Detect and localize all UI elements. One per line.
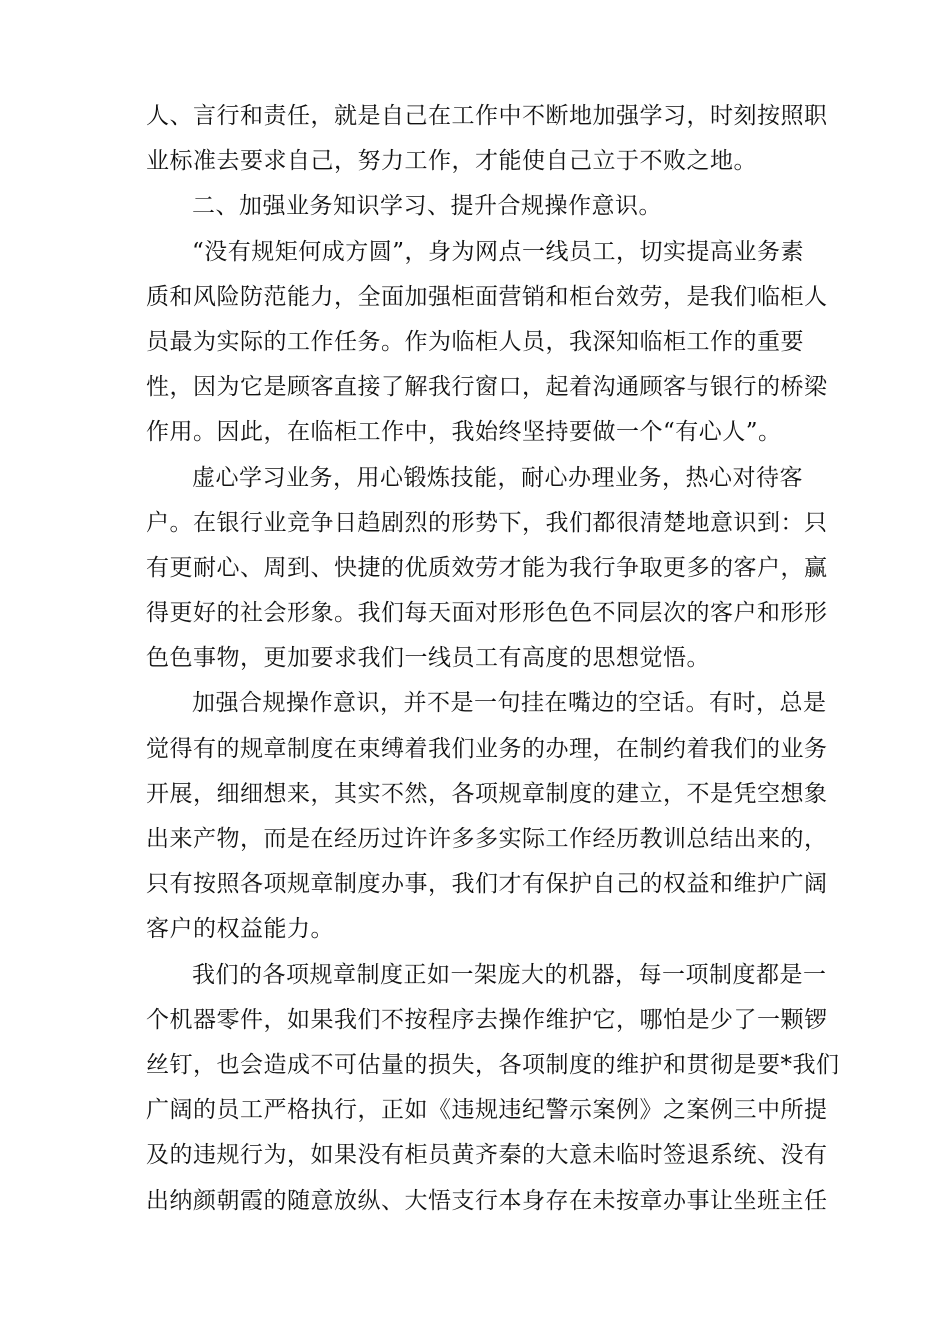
text-line: 及的违规行为，如果没有柜员黄齐秦的大意未临时签退系统、没有 (146, 1142, 828, 1169)
text-line: 人、言行和责任，就是自己在工作中不断地加强学习，时刻按照职 (146, 103, 828, 129)
text-line: 得更好的社会形象。我们每天面对形形色色不同层次的客户和形形 (146, 600, 828, 627)
section-heading: 二、加强业务知识学习、提升合规操作意识。 (192, 193, 662, 220)
text-line: 客户的权益能力。 (146, 916, 334, 943)
text-line: 作用。因此，在临柜工作中，我始终坚持要做一个“有心人”。 (146, 419, 782, 446)
document-body (146, 94, 840, 1224)
paragraph-first-line: 我们的各项规章制度正如一架庞大的机器，每一项制度都是一 (192, 961, 827, 988)
text-line: 开展，细细想来，其实不然，各项规章制度的建立，不是凭空想象 (146, 780, 828, 807)
text-line: 广阔的员工严格执行，正如《违规违纪警示案例》之案例三中所提 (146, 1097, 828, 1124)
text-line: 业标准去要求自己，努力工作，才能使自己立于不败之地。 (146, 148, 757, 175)
text-line: 个机器零件，如果我们不按程序去操作维护它，哪怕是少了一颗锣 (146, 1006, 828, 1033)
text-line: 质和风险防范能力，全面加强柜面营销和柜台效劳，是我们临柜人 (146, 283, 828, 310)
paragraph-first-line: 加强合规操作意识，并不是一句挂在嘴边的空话。有时，总是 (192, 690, 827, 717)
text-line: 丝钉，也会造成不可估量的损失，各项制度的维护和贯彻是要*我们 (146, 1051, 840, 1078)
text-line: 性，因为它是顾客直接了解我行窗口，起着沟通顾客与银行的桥梁 (146, 374, 828, 401)
text-line: 出来产物，而是在经历过许许多多实际工作经历教训总结出来的， (146, 826, 828, 852)
paragraph-first-line: “没有规矩何成方圆”，身为网点一线员工，切实提高业务素 (192, 238, 805, 265)
text-line: 出纳颜朝霞的随意放纵、大悟支行本身存在未按章办事让坐班主任 (146, 1187, 828, 1214)
text-line: 觉得有的规章制度在束缚着我们业务的办理，在制约着我们的业务 (146, 735, 828, 762)
text-line: 只有按照各项规章制度办事，我们才有保护自己的权益和维护广阔 (146, 871, 828, 898)
text-line: 色色事物，更加要求我们一线员工有高度的思想觉悟。 (146, 645, 710, 672)
text-line: 有更耐心、周到、快捷的优质效劳才能为我行争取更多的客户，赢 (146, 554, 828, 581)
text-line: 户。在银行业竞争日趋剧烈的形势下，我们都很清楚地意识到：只 (146, 509, 828, 536)
paragraph-first-line: 虚心学习业务，用心锻炼技能，耐心办理业务，热心对待客 (192, 464, 803, 491)
text-line: 员最为实际的工作任务。作为临柜人员，我深知临柜工作的重要 (146, 328, 804, 355)
